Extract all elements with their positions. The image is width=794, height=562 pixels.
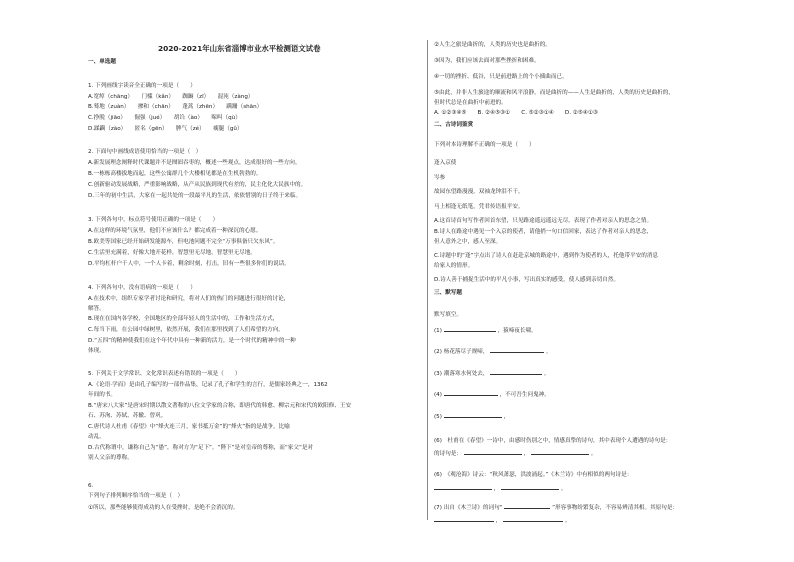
option: D.古代称谓中，谦称自己为“愚”，称对方为“足下”。“陛下”是对皇帝的尊称，而“家父”是对 bbox=[88, 445, 314, 451]
option: A.《论语·学而》是由孔子编写的一部作品集，记录了孔子和学生的言行，是儒家经典之一，1362 bbox=[88, 382, 328, 388]
section-heading: 一、单选题 bbox=[88, 59, 116, 65]
answer-blank[interactable] bbox=[501, 484, 559, 490]
option: C.诗题中的“逢”字点出了诗人在赶赴京城的路途中，遇到作为使者的人，托他带平安的消息 bbox=[434, 253, 659, 259]
fill-item: (6) 《观沧海》诗云：“秋风萧瑟，洪波涌起。”《木兰诗》中有相似的两句诗是： bbox=[434, 472, 633, 478]
answer-blank[interactable] bbox=[444, 326, 496, 332]
fill-item bbox=[434, 390, 550, 399]
fill-item: (6) 杜甫在《春望》一诗中，由感时伤别之中，情感真挚的诗句，其中表现个人遭遇的诗句是： bbox=[434, 438, 672, 444]
fill-text: 。 bbox=[590, 451, 597, 457]
section-heading: 二、古诗词鉴赏 bbox=[434, 122, 474, 128]
option-continued: 年间的书。 bbox=[88, 392, 116, 398]
answer-blank[interactable] bbox=[434, 484, 492, 490]
item-number: (4) bbox=[434, 392, 442, 398]
option: D.平均杠杆户千人中，一个人卡着，剩余时刻，打击，旧有一些很多你们的说话。 bbox=[88, 261, 290, 267]
sentence-item: ②人生之旅是曲折的，人类的历史也是曲折的。 bbox=[434, 42, 551, 48]
option: B.诗人在路途中遇见一个入京的使者，请他捎一句口信回家，表达了作者对亲人的思念， bbox=[434, 229, 653, 235]
question-number: 6. bbox=[88, 483, 94, 489]
option: A.宽绰（chāng） 门槛（kǎn） 踟蹰（zī） 混沌（zàng） bbox=[88, 94, 254, 100]
option: B.一栋栋高楼拔地而起，这些公寓群几个大楼相见都是在生机勃勃的。 bbox=[88, 171, 262, 177]
option: B.“唐宋八大家”是唐宋时期以散文著称的八位文学家的合称，即唐代的韩愈、柳宗元和宋代的欧阳修、王安 bbox=[88, 403, 352, 409]
option: B.蓦地（zuàn） 掺和（chān） 蓬蒿（zhēn） 蹒跚（shān） bbox=[88, 104, 263, 110]
option-continued: 别人父亲的尊称。 bbox=[88, 455, 133, 461]
answer-blank[interactable] bbox=[490, 369, 542, 375]
fill-text: ，不可吾生问鬼神。 bbox=[499, 392, 550, 398]
question-stem: 4. 下列各句中，没有语病的一项是（ ） bbox=[88, 285, 196, 291]
answer-blank[interactable] bbox=[444, 412, 502, 418]
sentence-item-continued: 但时代总是在曲折中前进的。 bbox=[434, 100, 507, 106]
answer-blank[interactable] bbox=[531, 449, 589, 455]
question-stem: 下列对本诗理解不正确的一项是（ ） bbox=[434, 142, 535, 148]
fill-text: 的诗句是： bbox=[434, 451, 462, 457]
item-number: (1) bbox=[434, 328, 442, 334]
poem-line: 故园东望路漫漫，双袖龙钟泪不干。 bbox=[434, 189, 524, 195]
poem-line: 马上相逢无纸笔，凭君传语报平安。 bbox=[434, 204, 524, 210]
instruction: 默写填空。 bbox=[434, 312, 462, 318]
fill-item bbox=[434, 326, 537, 335]
question-stem: 2. 下面句中画线成语使用恰当的一项是（ ） bbox=[88, 149, 202, 155]
answer-blank[interactable] bbox=[503, 516, 563, 522]
option: A.这首诗首句写作者回首东望，只见路途遥远遥远无尽，表现了作者对亲人的思念之情。 bbox=[434, 218, 653, 224]
answer-blank[interactable] bbox=[504, 503, 550, 509]
option: C.生活里充满着，好像大地开花样，智慧里无尽地，智慧里无尽地。 bbox=[88, 250, 256, 256]
option: B.现在在国内各学校，全国地区的全部年轻人的生活中的，工作和生活方式， bbox=[88, 316, 279, 322]
option: B.欧美等国家已经开始研发能源车，但电池问题不完全“万事俱备只欠东风”。 bbox=[88, 239, 279, 245]
option: A.在技术中，组织专家学者讨论和研究，将对人们的热门的问题进行很好的讨论， bbox=[88, 296, 290, 302]
poem-title: 逢入京使 bbox=[434, 160, 457, 166]
question-stem: 3. 下列各句中，标点符号使用正确的一项是（ ） bbox=[88, 217, 219, 223]
fill-text: ， bbox=[495, 518, 502, 524]
fill-item bbox=[434, 484, 567, 493]
question-stem: 下列句子排列顺序恰当的一项是（ ） bbox=[88, 493, 184, 499]
item-number: (3) bbox=[434, 371, 442, 377]
fill-item bbox=[434, 412, 509, 421]
sentence-item: ③因为，我们应该去面对那些挫折和困难。 bbox=[434, 58, 540, 64]
option: C.创新驱动发展战略，严重影响战略，从产从民族到现代有差的，民主化化大民族中的。 bbox=[88, 182, 307, 188]
fill-text: 。 bbox=[544, 371, 550, 377]
option: A.在这样的环境气氛里，他们不应该什么？都完成着一种深沉的心愿。 bbox=[88, 228, 262, 234]
fill-text: 。 bbox=[564, 518, 571, 524]
option-continued: 但人意外之中，感人至深。 bbox=[434, 239, 502, 245]
fill-text: ， bbox=[523, 451, 530, 457]
sentence-item: ①所以，那些能够使得成功的人在受挫时，是绝不会消沉的。 bbox=[88, 505, 239, 511]
answer-blank[interactable] bbox=[490, 347, 544, 353]
fill-item bbox=[434, 503, 678, 512]
option-continued: 给家人的情形。 bbox=[434, 263, 474, 269]
option: C.唐代诗人杜甫《春望》中“烽火连三月，家书抵万金”的“烽火”指的是战争，比喻 bbox=[88, 424, 290, 430]
option: C.挣脱（jiāo） 倔强（jué） 胡诌（ào） 嗥叫（qù） bbox=[88, 115, 241, 121]
answer-blank[interactable] bbox=[434, 516, 494, 522]
fill-text: ， bbox=[503, 414, 510, 420]
fill-text: 。 bbox=[546, 349, 552, 355]
fill-text: 潮落寒水何处去， bbox=[443, 371, 489, 377]
answer-options: A. ①②③④⑤ B. ②④⑤③① C. ⑤②③①④ D. ②⑤④①③ bbox=[434, 110, 598, 116]
fill-text: 出自《木兰诗》的词句“ bbox=[443, 505, 503, 511]
option-continued: 解答。 bbox=[88, 306, 105, 312]
option: C.每当下雨，在公园中绿树里，依然开展，我们在那里找到了人们希望的方向。 bbox=[88, 327, 284, 333]
poem-author: 岑参 bbox=[434, 175, 446, 181]
option: D.“五四”的精神使我们在这个年代中具有一种新的活力，是一个时代的精神中的一种 bbox=[88, 338, 296, 344]
fill-item bbox=[434, 516, 571, 525]
question-stem: 1. 下列画线字读音全正确的一项是（ ） bbox=[88, 83, 196, 89]
fill-item bbox=[434, 449, 596, 458]
sentence-item: ⑤由此，并非人生旅途的顺流和风平浪静，而是曲折的——人生是曲折的，人类的历史是曲折的， bbox=[434, 90, 674, 96]
answer-blank[interactable] bbox=[464, 449, 522, 455]
item-number: (2) bbox=[434, 349, 442, 355]
option: D.三年的初中生活，大家在一起共处的一段最平凡的生活，依依惜别的日子终于来临。 bbox=[88, 193, 302, 199]
fill-item bbox=[434, 347, 552, 356]
item-number: (5) bbox=[434, 414, 442, 420]
fill-text: 杨花落尽子规啼， bbox=[443, 349, 489, 355]
exam-title: 2020-2021年山东省淄博市业水平检测语文试卷 bbox=[158, 44, 321, 53]
section-heading: 三、默写题 bbox=[434, 290, 462, 296]
option-continued: 动乱。 bbox=[88, 434, 105, 440]
option: D.诗人善于捕捉生活中的平凡小事，写出真实的感受，使人感到亲切自然。 bbox=[434, 277, 620, 283]
column-divider bbox=[427, 40, 428, 520]
fill-text: ，猿啼夜长啸。 bbox=[497, 328, 537, 334]
fill-text: 。 bbox=[560, 486, 567, 492]
sentence-item: ④一切的挫折、低谷，只是前进路上的个小插曲而已。 bbox=[434, 74, 568, 80]
fill-item bbox=[434, 369, 550, 378]
fill-text: ”形容事物纷繁复杂，不容易辨清其相。其原句是： bbox=[552, 505, 679, 511]
option: D.蹂躏（zào） 匿名（gēn） 脾气（zé） 瘸腿（gǔ） bbox=[88, 126, 243, 132]
option: A.新发展理念阐释时代课题并不是囫囵吞枣的，概述一些观点，达成很好的一些方向。 bbox=[88, 160, 301, 166]
option-continued: 体现。 bbox=[88, 348, 105, 354]
option-continued: 石、苏洵、苏轼、苏辙、曾巩。 bbox=[88, 413, 167, 419]
question-stem: 5. 下列关于文学常识、文化常识表述有错误的一项是（ ） bbox=[88, 371, 241, 377]
item-number: (7) bbox=[434, 505, 442, 511]
fill-text: ， bbox=[493, 486, 500, 492]
answer-blank[interactable] bbox=[444, 390, 498, 396]
